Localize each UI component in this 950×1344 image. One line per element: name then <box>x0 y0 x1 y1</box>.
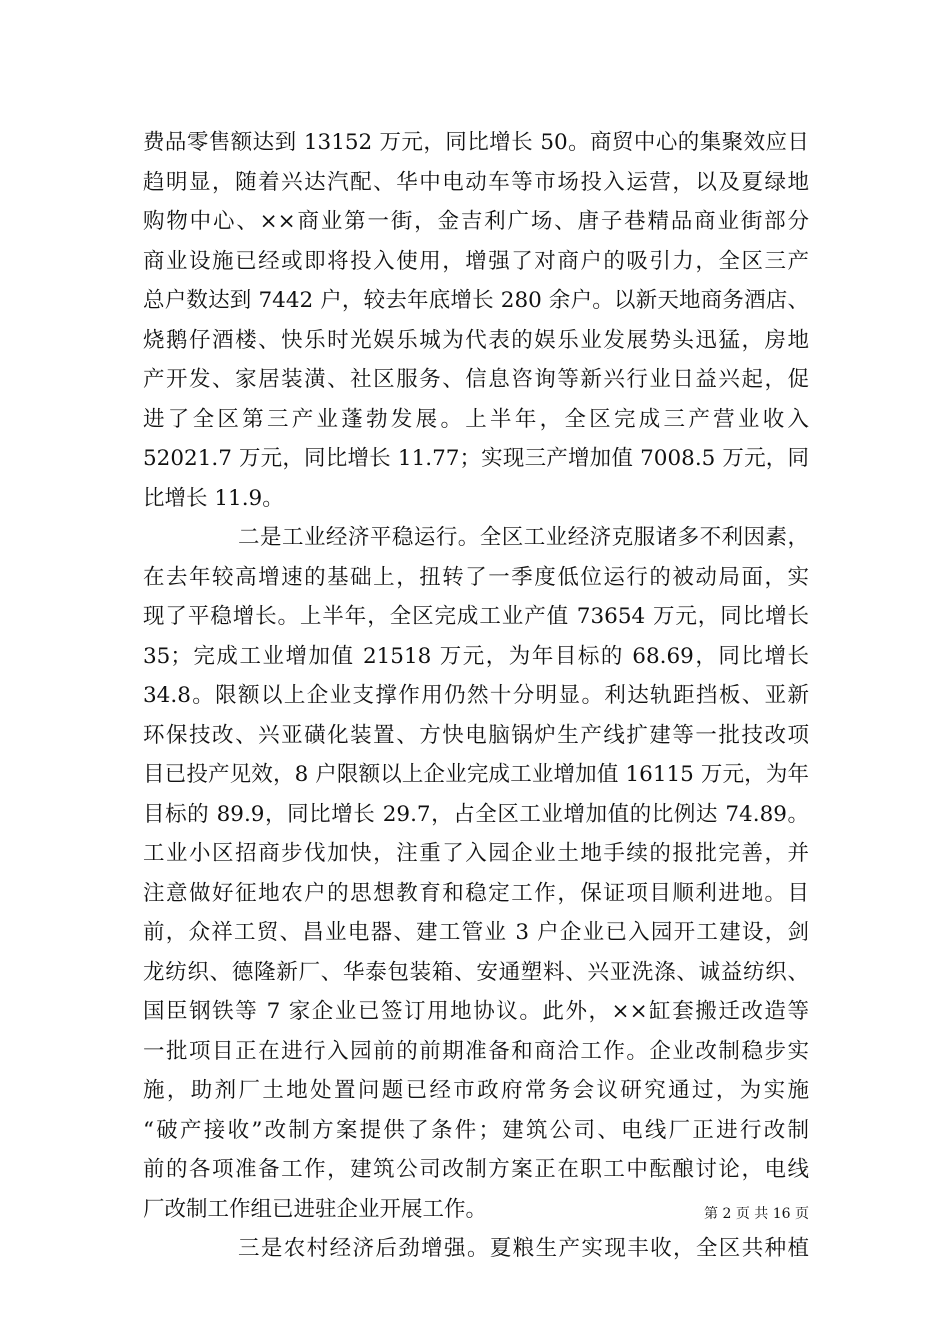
paragraph-rural-economy <box>143 1229 809 1269</box>
text-line: 在去年较高增速的基础上，扭转了一季度低位运行的被动局面，实 <box>143 564 809 590</box>
text-line: “破产接收”改制方案提供了条件；建筑公司、电线厂正进行改制 <box>143 1117 809 1143</box>
page-number-footer: 第 2 页 共 16 页 <box>704 1206 809 1222</box>
text-line: 总户数达到 7442 户，较去年底增长 280 余户。以新天地商务酒店、 <box>143 288 809 313</box>
text-line: 费品零售额达到 13152 万元，同比增长 50。商贸中心的集聚效应日 <box>143 130 809 155</box>
text-line: 烧鹅仔酒楼、快乐时光娱乐城为代表的娱乐业发展势头迅猛，房地 <box>143 327 809 353</box>
text-line: 环保技改、兴亚磺化装置、方快电脑锅炉生产线扩建等一批技改项 <box>143 722 809 748</box>
text-line: 趋明显，随着兴达汽配、华中电动车等市场投入运营，以及夏绿地 <box>143 169 809 195</box>
paragraph-tertiary-industry <box>143 123 809 518</box>
text-line: 厂改制工作组已进驻企业开展工作。 <box>143 1196 488 1222</box>
text-line: 三是农村经济后劲增强。夏粮生产实现丰收，全区共种植 <box>238 1236 809 1261</box>
text-line: 目标的 89.9，同比增长 29.7，占全区工业增加值的比例达 74.89。 <box>143 801 809 827</box>
text-line: 前，众祥工贸、昌业电器、建工管业 3 户企业已入园开工建设，剑 <box>143 920 809 945</box>
text-line: 国臣钢铁等 7 家企业已签订用地协议。此外，××缸套搬迁改造等 <box>143 999 809 1024</box>
document-body <box>143 123 809 1269</box>
text-line: 产开发、家居装潢、社区服务、信息咨询等新兴行业日益兴起，促 <box>143 367 809 392</box>
text-line: 施，助剂厂土地处置问题已经市政府常务会议研究通过，为实施 <box>143 1078 809 1103</box>
text-line: 35；完成工业增加值 21518 万元，为年目标的 68.69，同比增长 <box>143 643 809 669</box>
text-line: 比增长 11.9。 <box>143 485 284 511</box>
text-line: 现了平稳增长。上半年，全区完成工业产值 73654 万元，同比增长 <box>143 604 809 629</box>
text-line: 二是工业经济平稳运行。全区工业经济克服诸多不利因素， <box>238 525 809 550</box>
paragraph-industrial-economy <box>143 518 809 1229</box>
text-line: 工业小区招商步伐加快，注重了入园企业土地手续的报批完善，并 <box>143 841 809 866</box>
text-line: 34.8。限额以上企业支撑作用仍然十分明显。利达轨距挡板、亚新 <box>143 683 809 708</box>
text-line: 进了全区第三产业蓬勃发展。上半年，全区完成三产营业收入 <box>143 406 809 432</box>
text-line: 前的各项准备工作，建筑公司改制方案正在职工中酝酿讨论，电线 <box>143 1157 809 1182</box>
text-line: 商业设施已经或即将投入使用，增强了对商户的吸引力，全区三产 <box>143 248 809 274</box>
text-line: 目已投产见效，8 户限额以上企业完成工业增加值 16115 万元，为年 <box>143 762 809 787</box>
text-line: 龙纺织、德隆新厂、华泰包装箱、安通塑料、兴亚洗涤、诚益纺织、 <box>143 959 809 985</box>
text-line: 52021.7 万元，同比增长 11.77；实现三产增加值 7008.5 万元，同 <box>143 446 809 471</box>
text-line: 购物中心、××商业第一街，金吉利广场、唐子巷精品商业街部分 <box>143 209 809 234</box>
text-line: 一批项目正在进行入园前的前期准备和商洽工作。企业改制稳步实 <box>143 1038 809 1064</box>
text-line: 注意做好征地农户的思想教育和稳定工作，保证项目顺利进地。目 <box>143 880 809 906</box>
